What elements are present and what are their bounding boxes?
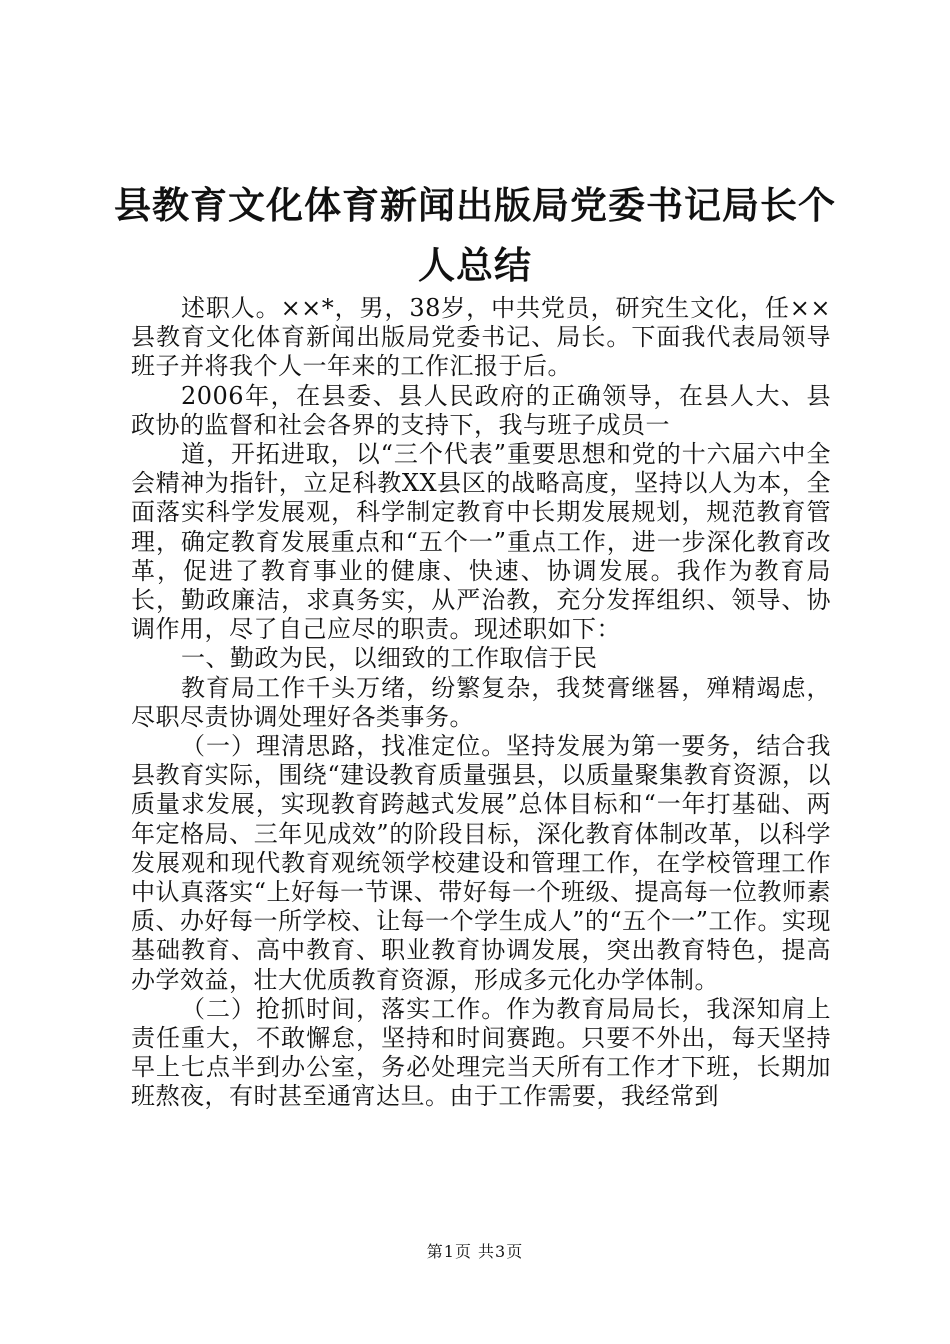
section-heading-1: 一、勤政为民，以细致的工作取信于民 (181, 644, 598, 673)
paragraph-intro: 述职人。××*，男，38岁，中共党员，研究生文化，任××县教育文化体育新闻出版局党委书记、局长。下面我代表局领导班子并将我个人一年来的工作汇报于后。 (131, 294, 831, 381)
document-title: 县教育文化体育新闻出版局党委书记局长个人总结 (114, 184, 836, 287)
page-footer: 第1页 共3页 (426, 1242, 524, 1261)
paragraph-subsection-2: （二）抢抓时间，落实工作。作为教育局局长，我深知肩上责任重大，不敢懈怠，坚持和时间赛跑。只要不外出，每天坚持早上七点半到办公室，务必处理完当天所有工作才下班，长期加班熬夜，有时甚至通宵达旦。由于工作需要，我经常到 (131, 994, 831, 1111)
paragraph-overview: 道，开拓进取，以“三个代表”重要思想和党的十六届六中全会精神为指针，立足科教XX县区的战略高度，坚持以人为本，全面落实科学发展观，科学制定教育中长期发展规划，规范教育管理，确定教育发展重点和“五个一”重点工作，进一步深化教育改革，促进了教育事业的健康、快速、协调发展。我作为教育局长，勤政廉洁，求真务实，从严治教，充分发挥组织、领导、协调作用，尽了自己应尽的职责。现述职如下： (131, 440, 831, 644)
document-body (131, 294, 831, 1112)
paragraph-subsection-1: （一）理清思路，找准定位。坚持发展为第一要务，结合我县教育实际，围绕“建设教育质量强县，以质量聚集教育资源，以质量求发展，实现教育跨越式发展”总体目标和“一年打基础、两年定格局、三年见成效”的阶段目标，深化教育体制改革，以科学发展观和现代教育观统领学校建设和管理工作，在学校管理工作中认真落实“上好每一节课、带好每一个班级、提高每一位教师素质、办好每一所学校、让每一个学生成人”的“五个一”工作。实现基础教育、高中教育、职业教育协调发展，突出教育特色，提高办学效益，壮大优质教育资源，形成多元化办学体制。 (131, 732, 831, 994)
paragraph-2006: 2006年，在县委、县人民政府的正确领导，在县人大、县政协的监督和社会各界的支持下，我与班子成员一 (131, 381, 831, 439)
paragraph-section-1-intro: 教育局工作千头万绪，纷繁复杂，我焚膏继晷，殚精竭虑，尽职尽责协调处理好各类事务。 (131, 673, 831, 731)
